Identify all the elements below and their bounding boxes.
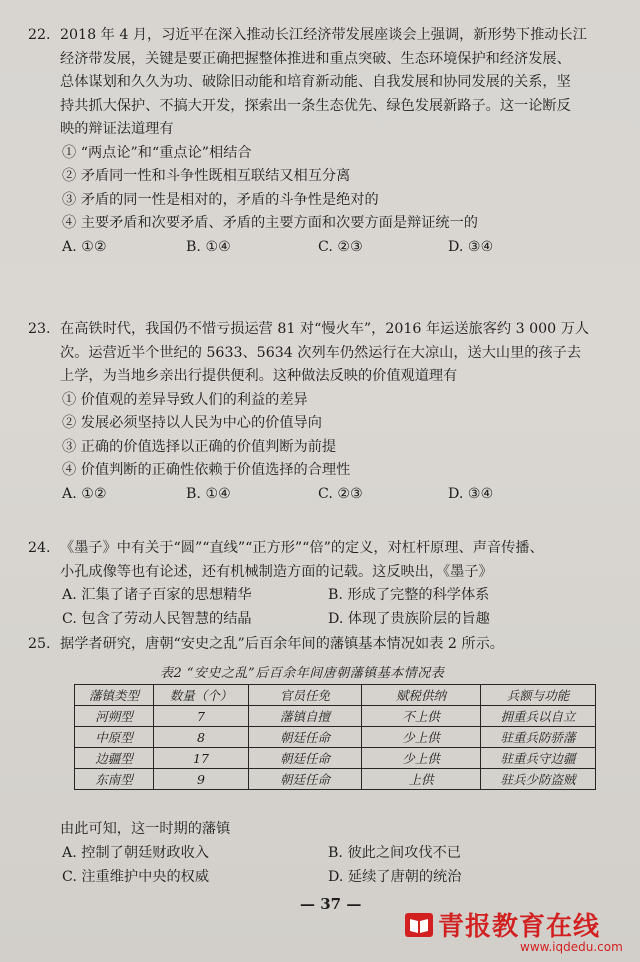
table-cell: 河朔型 xyxy=(75,706,154,727)
answer-choices xyxy=(28,866,618,890)
table-cell: 朝廷任命 xyxy=(249,727,362,748)
choice-a: A. ①② xyxy=(62,485,107,502)
question-25-followup xyxy=(28,818,618,890)
question-22 xyxy=(28,24,618,260)
choice-a: A. 汇集了诸子百家的思想精华 xyxy=(62,587,252,603)
table-cell: 17 xyxy=(154,748,249,769)
table-cell: 7 xyxy=(154,706,249,727)
question-23 xyxy=(28,318,618,507)
question-number: 23. xyxy=(28,321,51,337)
choice-b: B. 彼此之间攻伐不已 xyxy=(328,844,461,861)
choice-d: D. 体现了贵族阶层的旨趣 xyxy=(328,611,490,627)
question-stem-line: 映的辩证法道理有 xyxy=(60,121,174,137)
choice-c: C. 注重维护中央的权威 xyxy=(62,868,210,885)
table-header-cell: 官员任免 xyxy=(249,685,362,706)
question-stem-line: 总体谋划和久久为功、破除旧动能和培育新动能、自我发展和协同发展的关系，坚 xyxy=(60,74,571,90)
table-header-row xyxy=(75,685,596,706)
statement-option: ④ 主要矛盾和次要矛盾、矛盾的主要方面和次要方面是辩证统一的 xyxy=(62,215,478,231)
logo-text: 青报教育在线 xyxy=(438,912,601,942)
table-cell: 拥重兵以自立 xyxy=(481,706,596,727)
choice-b: B. ①④ xyxy=(186,485,231,502)
choice-b: B. 形成了完整的科学体系 xyxy=(328,587,490,603)
table-cell: 驻重兵防骄藩 xyxy=(481,727,596,748)
question-stem-line: 经济带发展，关键是要正确把握整体推进和重点突破、生态环境保护和经济发展、 xyxy=(60,50,571,67)
table-header-cell: 藩镇类型 xyxy=(75,685,154,706)
question-stem-line: 持共抓大保护、不搞大开发，探索出一条生态优先、绿色发展新路子。这一论断反 xyxy=(60,97,571,114)
choice-d: D. ③④ xyxy=(448,485,494,502)
answer-choices xyxy=(28,608,618,632)
question-number: 25. xyxy=(28,636,51,652)
table-cell: 藩镇自擅 xyxy=(249,706,362,727)
answer-choices xyxy=(28,236,618,260)
table-cell: 边疆型 xyxy=(75,748,154,769)
answer-choices xyxy=(28,584,618,608)
answer-choices xyxy=(28,842,618,866)
statement-option: ① 价值观的差异导致人们的利益的差异 xyxy=(62,391,308,408)
table-cell: 驻兵少防盗贼 xyxy=(481,769,596,790)
table-row xyxy=(75,727,596,748)
table-cell: 少上供 xyxy=(362,727,481,748)
table-row xyxy=(75,706,596,727)
question-stem-line: 据学者研究，唐朝“安史之乱”后百余年间的藩镇基本情况如表 2 所示。 xyxy=(60,636,504,652)
table-cell: 驻重兵守边疆 xyxy=(481,748,596,769)
statement-option: ④ 价值判断的正确性依赖于价值选择的合理性 xyxy=(62,462,351,478)
data-table xyxy=(74,684,596,790)
statement-option: ① “两点论”和“重点论”相结合 xyxy=(62,144,252,161)
table-title: 表2 “安史之乱”后百余年间唐朝藩镇基本情况表 xyxy=(160,666,445,681)
question-number: 22. xyxy=(28,27,51,43)
question-stem-line: 小孔成像等也有论述，还有机械制造方面的记载。这反映出，《墨子》 xyxy=(60,563,493,580)
choice-b: B. ①④ xyxy=(186,238,231,255)
table-header-cell: 兵额与功能 xyxy=(481,685,596,706)
statement-option: ② 矛盾同一性和斗争性既相互联结又相互分离 xyxy=(62,168,351,184)
page-number: — 37 — xyxy=(300,895,362,913)
table-cell: 少上供 xyxy=(362,748,481,769)
choice-d: D. ③④ xyxy=(448,238,494,255)
logo-url: www.iqdedu.com xyxy=(520,940,623,954)
watermark-logo xyxy=(404,906,634,958)
table-cell: 朝廷任命 xyxy=(249,769,362,790)
book-icon xyxy=(404,910,434,940)
table-row xyxy=(75,748,596,769)
statement-option: ③ 正确的价值选择以正确的价值判断为前提 xyxy=(62,438,337,455)
choice-c: C. ②③ xyxy=(318,238,363,255)
question-stem-line: 在高铁时代，我国仍不惜亏损运营 81 对“慢火车”，2016 年运送旅客约 3 000 万人 xyxy=(60,321,590,337)
table-cell: 东南型 xyxy=(75,769,154,790)
answer-choices xyxy=(28,483,618,507)
table-header-cell: 数量（个） xyxy=(154,685,249,706)
table-header-cell: 赋税供纳 xyxy=(362,685,481,706)
choice-c: C. ②③ xyxy=(318,485,363,502)
statement-option: ② 发展必须坚持以人民为中心的价值导向 xyxy=(62,415,322,431)
choice-c: C. 包含了劳动人民智慧的结晶 xyxy=(62,611,252,627)
table-cell: 中原型 xyxy=(75,727,154,748)
table-cell: 8 xyxy=(154,727,249,748)
choice-a: A. ①② xyxy=(62,238,107,255)
choice-a: A. 控制了朝廷财政收入 xyxy=(62,844,209,861)
question-stem-line: 2018 年 4 月，习近平在深入推动长江经济带发展座谈会上强调，新形势下推动长江 xyxy=(60,27,587,43)
choice-d: D. 延续了唐朝的统治 xyxy=(328,868,462,885)
question-stem-line: 次。运营近半个世纪的 5633、5634 次列车仍然运行在大凉山，送大山里的孩子去 xyxy=(60,344,582,361)
table-cell: 朝廷任命 xyxy=(249,748,362,769)
question-stem-line: 《墨子》中有关于“圆”“直线”“正方形”“倍”的定义，对杠杆原理、声音传播、 xyxy=(60,540,544,556)
statement-option: ③ 矛盾的同一性是相对的，矛盾的斗争性是绝对的 xyxy=(62,191,379,208)
table-cell: 不上供 xyxy=(362,706,481,727)
table-row xyxy=(75,769,596,790)
question-stem-line: 上学，为当地乡亲出行提供便利。这种做法反映的价值观道理有 xyxy=(60,368,458,384)
question-24 xyxy=(28,537,618,632)
table-cell: 9 xyxy=(154,769,249,790)
table-cell: 上供 xyxy=(362,769,481,790)
question-25 xyxy=(28,633,618,657)
question-number: 24. xyxy=(28,540,51,556)
question-stem-line: 由此可知，这一时期的藩镇 xyxy=(60,821,231,837)
